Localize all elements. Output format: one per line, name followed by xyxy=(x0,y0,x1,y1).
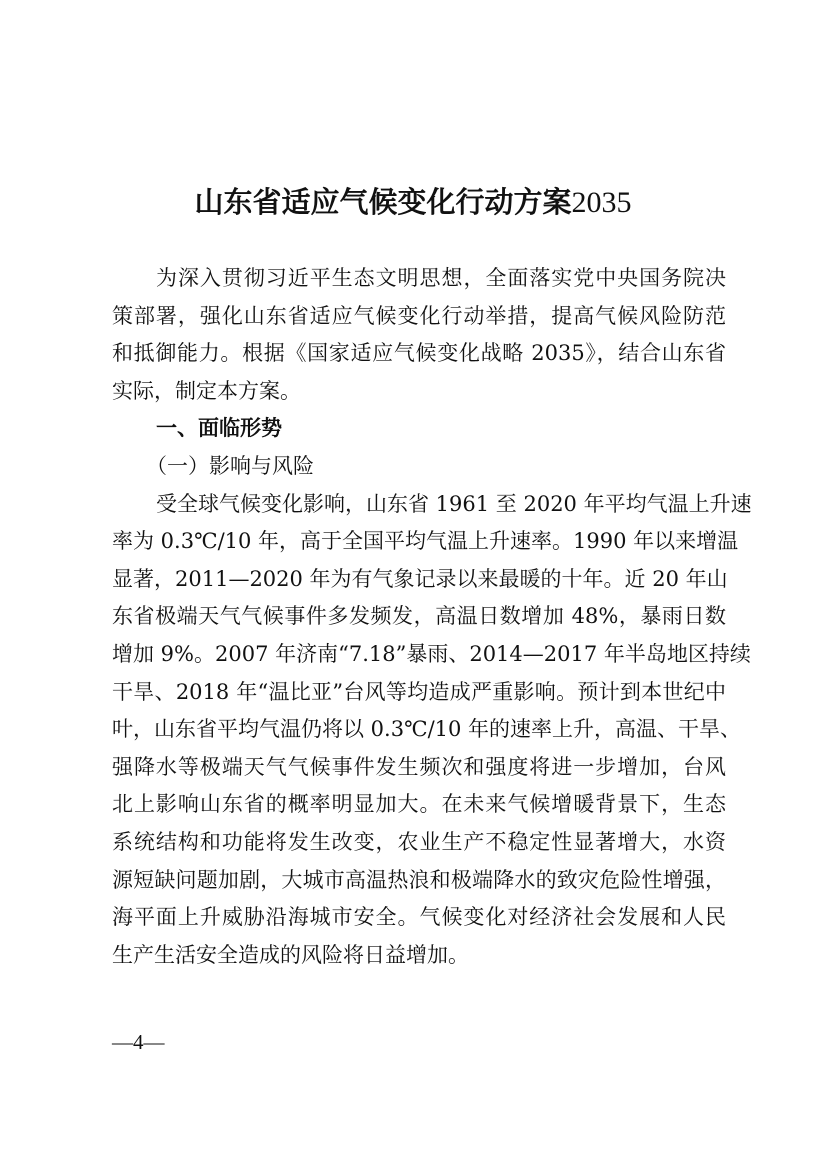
intro-paragraph xyxy=(112,260,726,410)
paragraph-line: 生产生活安全造成的风险将日益增加。 xyxy=(112,942,469,967)
title-text: 山东省适应气候变化行动方案 xyxy=(194,185,572,219)
paragraph-line: 强降水等极端天气气候事件发生频次和强度将进一步增加，台风 xyxy=(112,754,726,779)
paragraph-line: 海平面上升威胁沿海城市安全。气候变化对经济社会发展和人民 xyxy=(112,905,726,930)
page-number: —4— xyxy=(112,1030,165,1054)
subsection-heading: （一）影响与风险 xyxy=(146,453,314,478)
paragraph-line: 叶，山东省平均气温仍将以 0.3℃/10 年的速率上升，高温、干旱、 xyxy=(112,717,742,742)
paragraph-line: 源短缺问题加剧，大城市高温热浪和极端降水的致灾危险性增强， xyxy=(112,867,726,892)
paragraph-line: 北上影响山东省的概率明显加大。在未来气候增暖背景下，生态 xyxy=(112,792,726,817)
impact-risk-paragraph xyxy=(112,486,752,975)
section-heading: 一、面临形势 xyxy=(156,416,282,441)
paragraph-line: 实际，制定本方案。 xyxy=(112,378,301,403)
paragraph-line: 系统结构和功能将发生改变，农业生产不稳定性显著增大，水资 xyxy=(112,829,726,854)
title-year: 2035 xyxy=(571,186,632,219)
paragraph-line: 和抵御能力。根据《国家适应气候变化战略 2035》，结合山东省 xyxy=(112,341,726,366)
paragraph-line: 东省极端天气气候事件多发频发，高温日数增加 48%，暴雨日数 xyxy=(112,604,726,629)
paragraph-line: 策部署，强化山东省适应气候变化行动举措，提高气候风险防范 xyxy=(112,303,726,328)
paragraph-line: 率为 0.3℃/10 年，高于全国平均气温上升速率。1990 年以来增温 xyxy=(112,529,739,554)
paragraph-line: 显著，2011—2020 年为有气象记录以来最暖的十年。近 20 年山 xyxy=(112,566,728,591)
paragraph-line: 受全球气候变化影响，山东省 1961 至 2020 年平均气温上升速 xyxy=(156,491,752,516)
document-body xyxy=(112,260,752,974)
paragraph-line: 干旱、2018 年“温比亚”台风等均造成严重影响。预计到本世纪中 xyxy=(112,679,726,704)
paragraph-line: 增加 9%。2007 年济南“7.18”暴雨、2014—2017 年半岛地区持续 xyxy=(112,641,751,666)
paragraph-line: 为深入贯彻习近平生态文明思想，全面落实党中央国务院决 xyxy=(156,266,726,290)
document-title xyxy=(0,180,826,225)
